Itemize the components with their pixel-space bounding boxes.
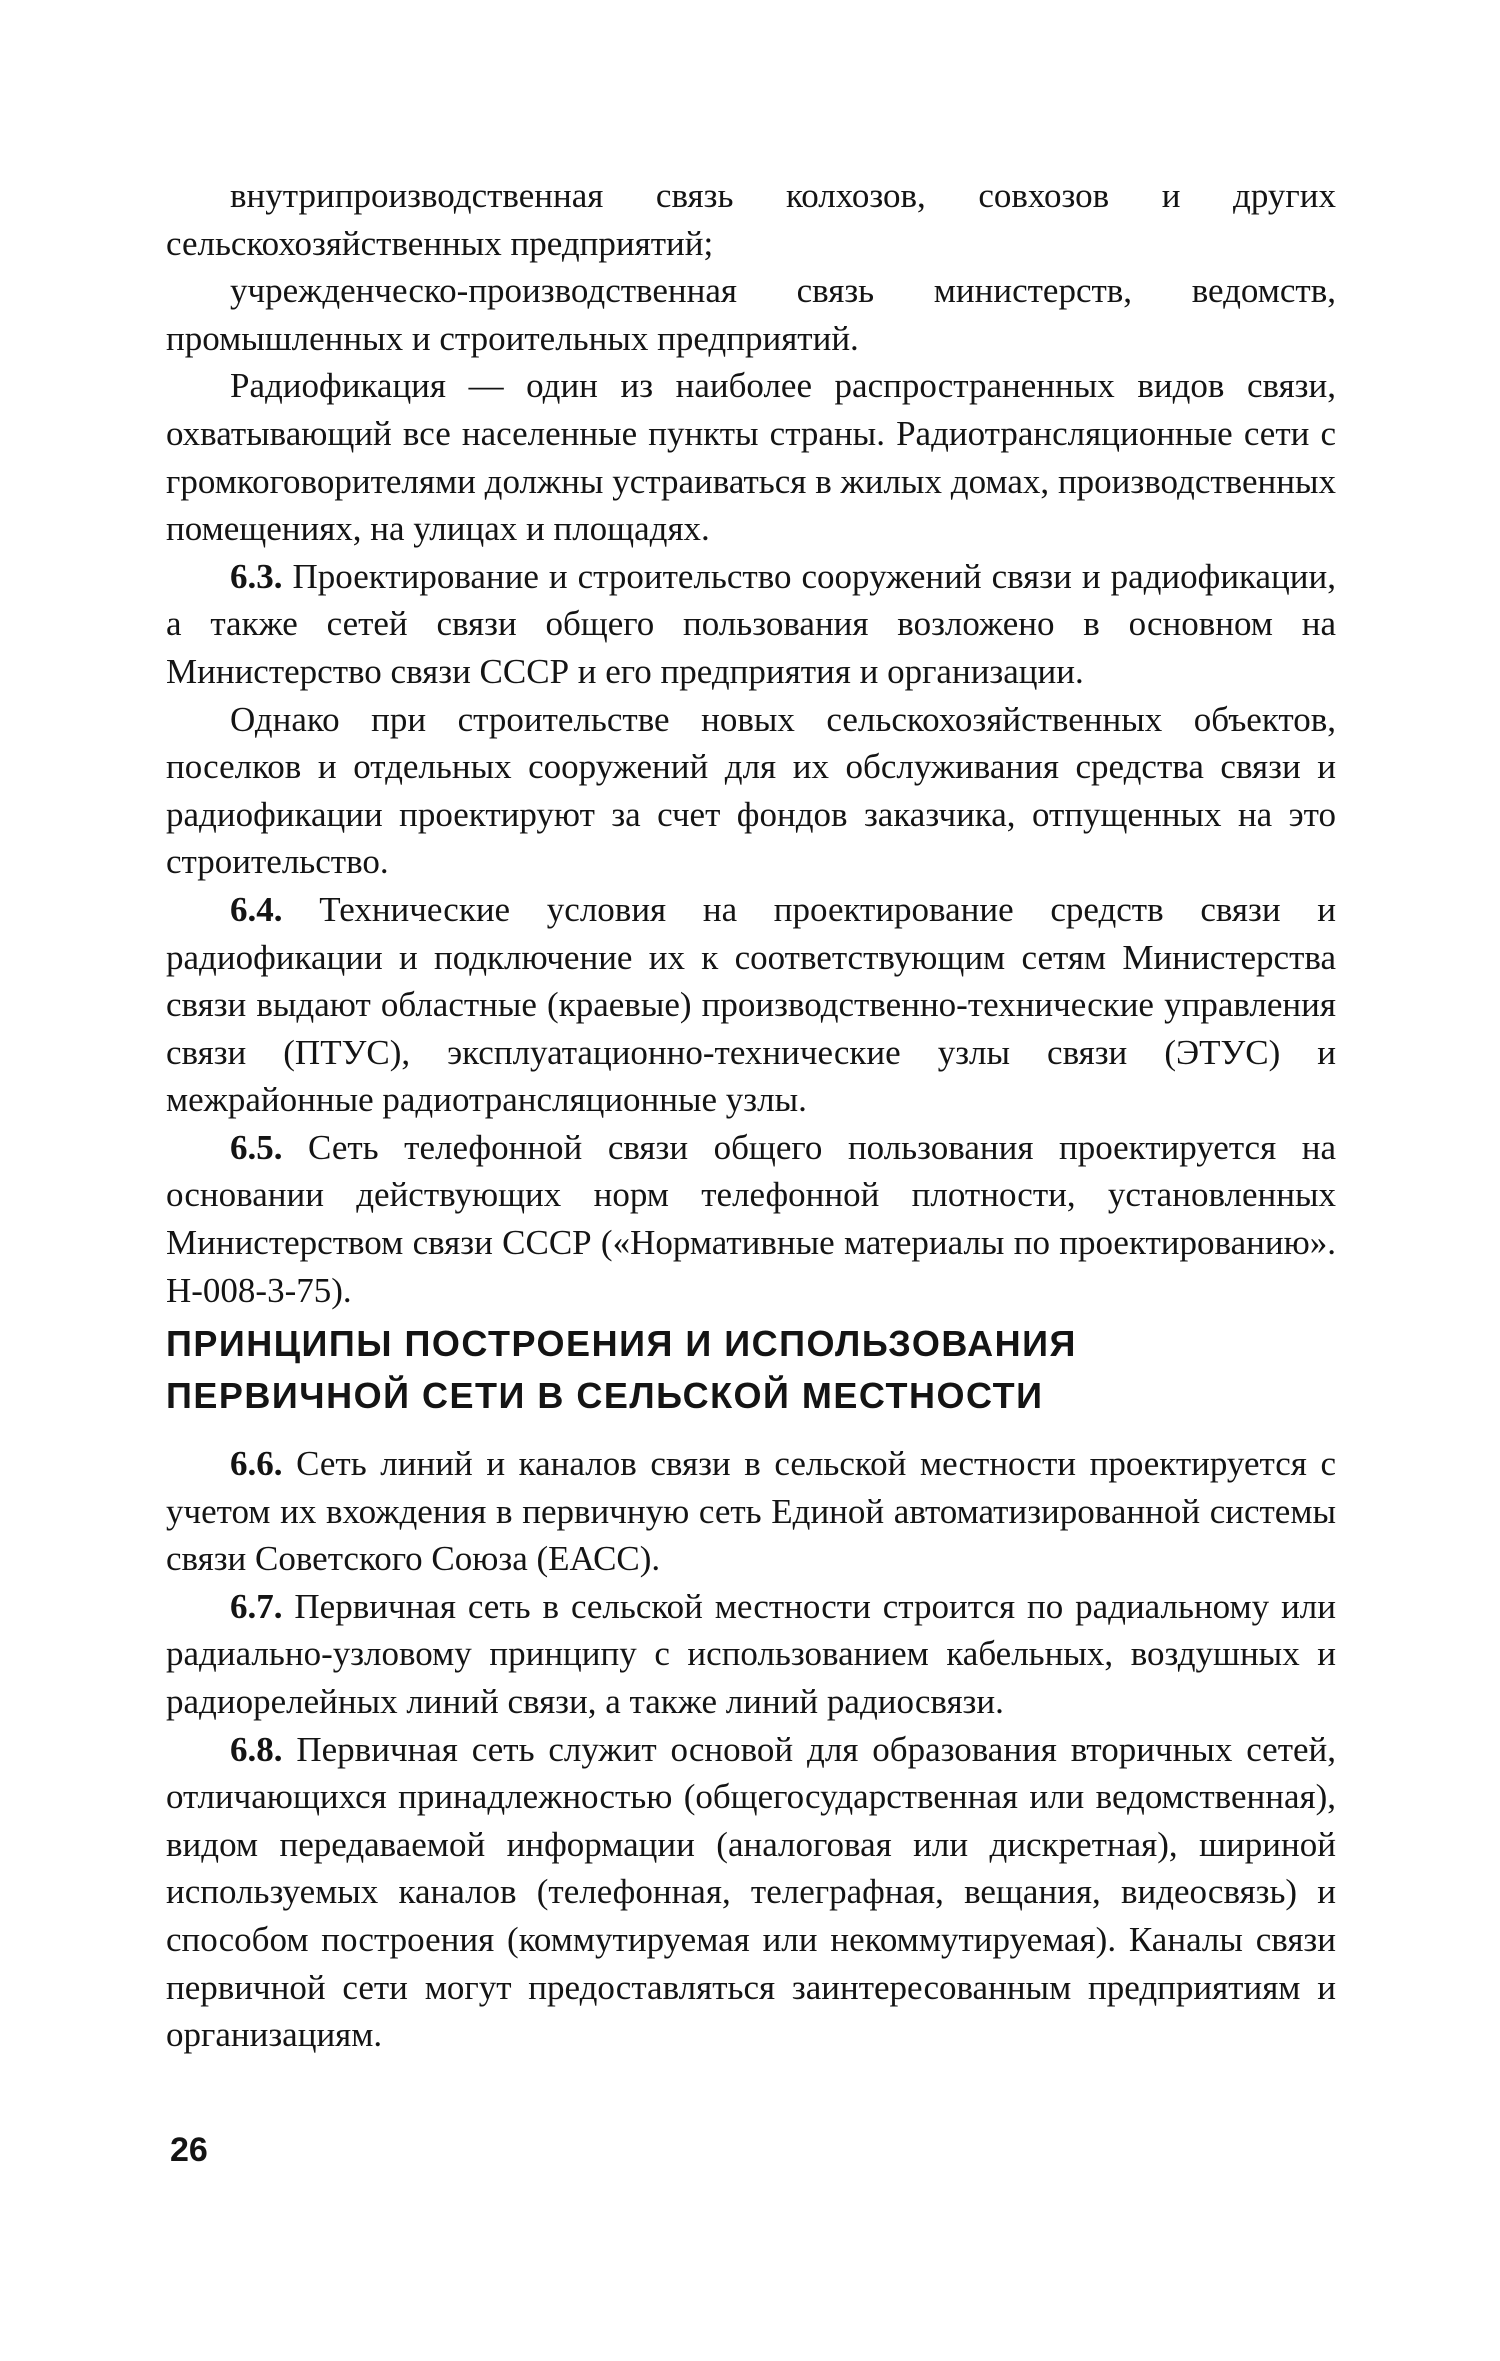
paragraph-6-3 [166,553,1336,696]
paragraph-text: Первичная сеть в сельской местности строится по радиальному или радиально-узловому принципу с использованием кабельных, воздушных и радиорелейных линий связи, а также линий радиосвязи. [166,1586,1336,1721]
paragraph-6-8 [166,1726,1336,2059]
section-heading-line-1: ПРИНЦИПЫ ПОСТРОЕНИЯ И ИСПОЛЬЗОВАНИЯ [166,1323,1077,1364]
paragraph-text: Сеть линий и каналов связи в сельской местности проектируется с учетом их вхождения в первичную сеть Единой автоматизированной системы связи Советского Союза (ЕАСС). [166,1444,1336,1579]
paragraph-rural-internal-communication [166,172,1336,267]
paragraph-text: Сеть телефонной связи общего пользования проектируется на основании действующих норм телефонной плотности, установленных Министерством связи СССР («Нормативные материалы по проектированию». Н-008-3-75). [166,1127,1336,1310]
paragraph-institutional-communication [166,267,1336,362]
paragraph-text: внутрипроизводственная связь колхозов, совхозов и других сельскохозяйственных предприятий; [166,176,1336,263]
paragraph-6-6 [166,1440,1336,1583]
paragraph-6-5 [166,1124,1336,1314]
paragraph-6-7 [166,1583,1336,1726]
clause-number: 6.8. [230,1729,283,1769]
paragraph-however [166,696,1336,886]
text-block-lower [166,1440,1336,2059]
paragraph-text: Первичная сеть служит основой для образования вторичных сетей, отличающихся принадлежностью (общегосударственная или ведомственная), видом передаваемой информации (аналоговая или дискретная), шириной используемых каналов (телефонная, телеграфная, вещания, видеосвязь) и способом построения (коммутируемая или некоммутируемая). Каналы связи первичной сети могут предоставляться заинтересованным предприятиям и организациям. [166,1729,1337,2055]
paragraph-text: Радиофикация — один из наиболее распространенных видов связи, охватывающий все населенные пункты страны. Радиотрансляционные сети с громкоговорителями должны устраиваться в жилых домах, производственных помещениях, на улицах и площадях. [166,366,1336,549]
paragraph-text: Однако при строительстве новых сельскохозяйственных объектов, поселков и отдельных сооружений для их обслуживания средства связи и радиофикации проектируют за счет фондов заказчика, отпущенных на это строительство. [166,699,1336,882]
clause-number: 6.6. [230,1444,283,1483]
clause-number: 6.3. [230,556,283,596]
section-heading [166,1318,1336,1422]
clause-number: 6.4. [230,889,283,929]
paragraph-6-4 [166,886,1336,1124]
paragraph-text: Проектирование и строительство сооружений связи и радиофикации, а также сетей связи общего пользования возложено в основном на Министерство связи СССР и его предприятия и организации. [166,556,1336,691]
clause-number: 6.5. [230,1127,283,1167]
clause-number: 6.7. [230,1586,283,1626]
paragraph-text: учрежденческо-производственная связь министерств, ведомств, промышленных и строительных предприятий. [166,271,1336,358]
page-number: 26 [170,2131,208,2169]
paragraph-text: Технические условия на проектирование средств связи и радиофикации и подключение их к соответствующим сетям Министерства связи выдают областные (краевые) производственно-технические управления связи (ПТУС), эксплуатационно-технические узлы связи (ЭТУС) и межрайонные радиотрансляционные узлы. [166,889,1336,1120]
text-block-upper [166,172,1336,1314]
section-heading-line-2: ПЕРВИЧНОЙ СЕТИ В СЕЛЬСКОЙ МЕСТНОСТИ [166,1375,1044,1416]
paragraph-radiofication [166,362,1336,552]
